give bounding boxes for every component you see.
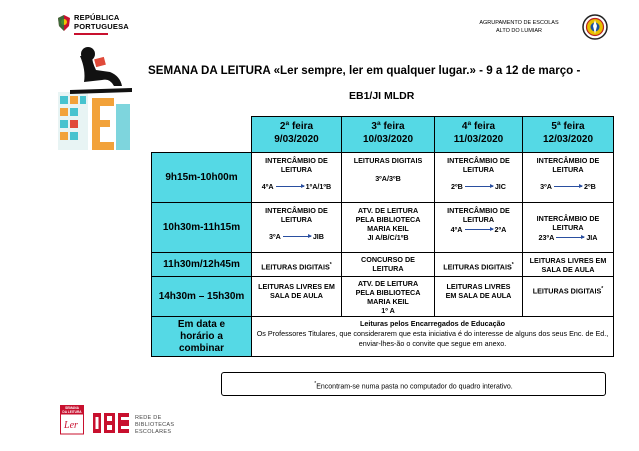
cell-r1-d2 — [341, 152, 435, 203]
school-line2: ALTO DO LUMIAR — [496, 28, 542, 34]
day-header-2 — [341, 116, 435, 153]
cell-r1-d4 — [522, 152, 614, 203]
from-class: 23ºA — [538, 233, 555, 242]
exchange-flow — [435, 225, 522, 234]
footnote-mark: * — [511, 262, 514, 268]
footnote-text: Encontram-se numa pasta no computador do quadro interativo. — [316, 383, 513, 391]
cell-r2-d3 — [434, 202, 523, 253]
day-header-4 — [522, 116, 614, 153]
activity-line: MARIA KEIL — [367, 224, 409, 233]
day-header-1 — [251, 116, 342, 153]
exchange-flow — [523, 233, 613, 242]
day-date: 12/03/2020 — [542, 134, 594, 145]
day-name: 4ª feira — [461, 121, 496, 132]
exchange-flow — [435, 182, 522, 191]
from-class: 4ºA — [261, 182, 274, 191]
to-class: JIB — [312, 232, 324, 241]
activity-title: INTERCÂMBIO DE LEITURA — [536, 214, 600, 232]
republica-line2: PORTUGUESA — [74, 22, 129, 31]
activity-title: LEITURAS DIGITAIS — [353, 156, 423, 165]
exchange-flow — [252, 182, 341, 191]
activity-line: PELA BIBLIOTECA — [355, 288, 421, 297]
page-title: SEMANA DA LEITURA «Ler sempre, ler em qualquer lugar.» - 9 a 12 de março - — [148, 64, 581, 77]
time-slot-3: 11h30m/12h45m — [151, 252, 252, 277]
page-subtitle: EB1/JI MLDR — [349, 90, 415, 102]
time-slot-1: 9h15m-10h00m — [151, 152, 252, 203]
school-line1: AGRUPAMENTO DE ESCOLAS — [479, 20, 559, 26]
school-name — [464, 19, 574, 35]
activity-title: LEITURAS DIGITAIS — [443, 262, 512, 272]
exchange-flow — [523, 182, 613, 191]
time-slot-5: Em data e horário a combinar — [151, 316, 252, 357]
activity-line: 1º A — [381, 306, 395, 315]
footnote-mark: * — [601, 286, 604, 292]
to-class: 2ºB — [584, 182, 596, 191]
activity-title: INTERCÂMBIO DE LEITURA — [447, 206, 510, 224]
to-class: JIC — [494, 182, 506, 191]
activity-title: INTERCÂMBIO DE LEITURA — [447, 156, 510, 174]
cell-r4-d2 — [341, 276, 435, 317]
activity-line: PELA BIBLIOTECA — [355, 215, 421, 224]
activity-classes: 3ºA/3ºB — [375, 174, 401, 183]
republica-bar — [74, 33, 108, 35]
semana-da-leitura-logo — [60, 405, 84, 435]
republica-emblem-icon — [57, 14, 71, 32]
rbe-logo-text — [135, 415, 174, 436]
footnote-mark: * — [329, 262, 332, 268]
activity-title: INTERCÂMBIO DE LEITURA — [265, 156, 328, 174]
activity-title: INTERCÂMBIO DE LEITURA — [265, 206, 328, 224]
ler-logo-word: Ler — [64, 420, 78, 431]
arrow-right-icon — [465, 186, 493, 187]
cell-r3-d1 — [251, 252, 342, 277]
arrow-right-icon — [465, 229, 493, 230]
from-class: 4ºA — [450, 225, 463, 234]
footnote-mark: * — [314, 381, 317, 387]
activity-title: LEITURAS DIGITAIS — [532, 286, 602, 296]
activity-line: ATV. DE LEITURA — [357, 206, 419, 215]
cell-r1-d3 — [434, 152, 523, 203]
from-class: 3ºA — [540, 182, 552, 191]
day-date: 11/03/2020 — [453, 134, 504, 145]
arrow-right-icon — [276, 186, 304, 187]
ler-logo-line2: DA LEITURA — [62, 409, 82, 414]
arrow-right-icon — [283, 236, 311, 237]
activity-line: JI A/B/C/1ºB — [367, 233, 409, 242]
arrow-right-icon — [556, 237, 584, 238]
rbe-line3: ESCOLARES — [135, 429, 172, 435]
exchange-flow — [252, 232, 341, 241]
cell-r5-combined — [251, 316, 614, 357]
footnote-box — [221, 372, 606, 396]
cell-r4-d3: LEITURAS LIVRES EM SALA DE AULA — [434, 276, 523, 317]
cell-r3-d3 — [434, 252, 523, 277]
republica-portuguesa-logo-text — [74, 13, 129, 31]
republica-line1: REPÚBLICA — [74, 13, 120, 22]
cell-r2-d4 — [522, 202, 614, 253]
to-class: JIA — [586, 233, 598, 242]
cell-r2-d1 — [251, 202, 342, 253]
day-name: 2ª feira — [279, 121, 314, 132]
rbe-logo-icon — [93, 413, 129, 433]
day-date: 9/03/2020 — [274, 134, 319, 145]
time-slot-2: 10h30m-11h15m — [151, 202, 252, 253]
cell-r4-d1: LEITURAS LIVRES EM SALA DE AULA — [251, 276, 342, 317]
to-class: 2ºA — [494, 225, 507, 234]
rbe-line1: REDE DE — [135, 415, 162, 421]
day-header-3 — [434, 116, 523, 153]
day-name: 3ª feira — [371, 121, 405, 132]
activity-line: MARIA KEIL — [367, 297, 409, 306]
cell-r1-d1 — [251, 152, 342, 203]
ler-logo-line1: SEMANA — [65, 406, 79, 410]
day-date: 10/03/2020 — [362, 134, 414, 145]
activity-line: ATV. DE LEITURA — [357, 279, 419, 288]
activity-description: Os Professores Titulares, que considerarem que esta iniciativa é do interesse de alguns dos seus Enc. de Ed., enviar-lhes-ão o convite que segue em anexo. — [256, 329, 609, 348]
activity-title: LEITURAS DIGITAIS — [261, 262, 330, 272]
arrow-right-icon — [554, 186, 582, 187]
day-name: 5ª feira — [551, 121, 585, 132]
activity-title: Leituras pelos Encarregados de Educação — [360, 319, 505, 328]
cell-r4-d4 — [522, 276, 614, 317]
cell-r3-d4: LEITURAS LIVRES EM SALA DE AULA — [522, 252, 614, 277]
cell-r3-d2: CONCURSO DE LEITURA — [341, 252, 435, 277]
from-class: 2ºB — [450, 182, 463, 191]
school-logo-icon — [582, 14, 608, 40]
to-class: 1ºA/1ºB — [305, 182, 332, 191]
rbe-line2: BIBLIOTECAS — [135, 422, 175, 428]
cell-r2-d2 — [341, 202, 435, 253]
time-slot-4: 14h30m – 15h30m — [151, 276, 252, 317]
reading-week-illustration — [40, 42, 136, 150]
from-class: 3ºA — [268, 232, 281, 241]
activity-title: INTERCÂMBIO DE LEITURA — [536, 156, 600, 174]
